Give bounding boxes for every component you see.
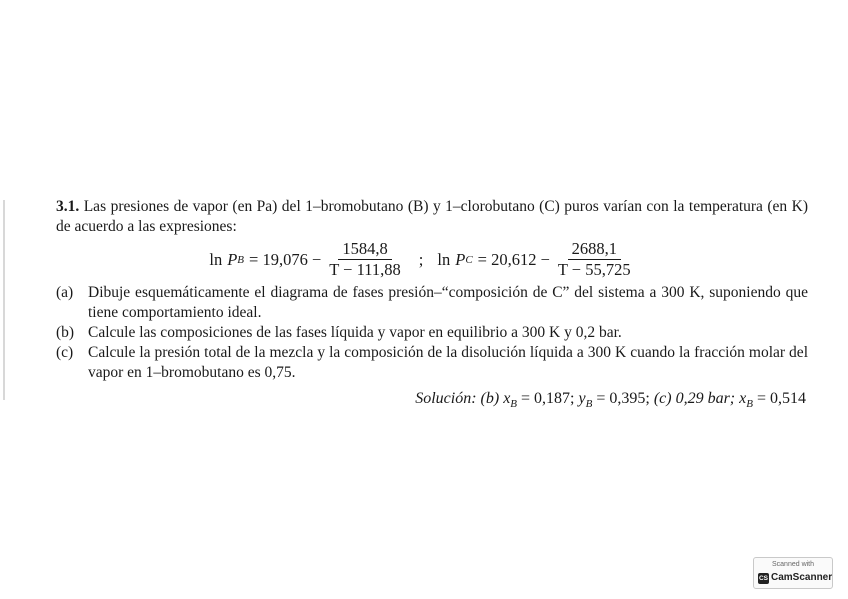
eq-pc-const: = 20,612 − [477, 249, 550, 269]
item-a [56, 283, 808, 323]
eq-pb-ln: ln [209, 249, 223, 269]
eq-pc-fraction [554, 239, 635, 280]
camscanner-logo-icon: CS [758, 575, 769, 582]
eq-pc-var: P [455, 249, 466, 269]
item-c-text: Calcule la presión total de la mezcla y la composición de la disolución líquida a 300 K cuando la fracción molar del vapor en 1–bromobutano es 0,75. [88, 344, 808, 381]
solution-label: Solución: (b) [415, 390, 500, 407]
sol-x2-sub: B [746, 398, 753, 410]
eq-pb-var: P [227, 249, 238, 269]
problem-intro [56, 197, 808, 237]
eq-pb-numerator: 1584,8 [338, 239, 391, 260]
sol-y-var: y [578, 390, 586, 407]
scan-edge-line [3, 200, 5, 400]
eq-pb-const: = 19,076 − [249, 249, 322, 269]
item-c [56, 343, 808, 383]
eq-pc-sub: C [465, 253, 473, 266]
eq-pb-sub: B [237, 253, 245, 266]
sol-x-val: = 0,187; [521, 390, 575, 407]
sol-x-sub: B [510, 398, 518, 410]
problem-3-1 [56, 197, 808, 414]
sol-x2-var: x [739, 390, 747, 407]
sol-x-var: x [503, 390, 511, 407]
sol-x2-val: = 0,514 [756, 390, 806, 407]
item-a-label: (a) [56, 284, 74, 301]
eq-pb-denominator: T − 111,88 [329, 260, 401, 279]
eq-pc-ln: ln [437, 249, 451, 269]
item-c-label: (c) [56, 344, 74, 361]
equation-separator: ; [418, 249, 424, 269]
item-b-label: (b) [56, 324, 75, 341]
equations-row [56, 239, 808, 280]
problem-intro-text: Las presiones de vapor (en Pa) del 1–bromobutano (B) y 1–clorobutano (C) puros varían con la temperatura (en K) de acuerdo a las expresiones: [56, 198, 808, 235]
eq-pc-denominator: T − 55,725 [557, 260, 631, 279]
sol-y-val: = 0,395; [596, 390, 650, 407]
watermark-brand: CamScanner [771, 572, 833, 583]
eq-pc-numerator: 2688,1 [568, 239, 621, 260]
item-b [56, 323, 808, 343]
sol-y-sub: B [585, 398, 593, 410]
item-a-text: Dibuje esquemáticamente el diagrama de fases presión–“composición de C” del sistema a 300 K, suponiendo que tiene comportamiento ideal. [88, 284, 808, 321]
equation-pc [437, 239, 634, 280]
watermark-scanned-with: Scanned with [771, 561, 815, 568]
equation-pb [209, 239, 404, 280]
sol-part-c: (c) 0,29 bar; [653, 390, 736, 407]
problem-number: 3.1. [56, 198, 80, 215]
eq-pb-fraction [325, 239, 405, 280]
camscanner-watermark [753, 557, 833, 589]
solution-line [56, 389, 808, 414]
item-b-text: Calcule las composiciones de las fases líquida y vapor en equilibrio a 300 K y 0,2 bar. [88, 324, 622, 341]
